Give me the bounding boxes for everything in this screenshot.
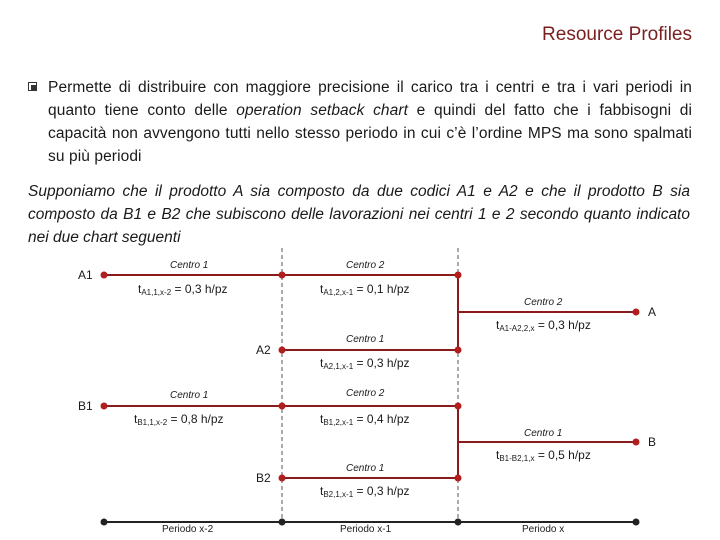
center-label-a1-c2: Centro 2 — [346, 260, 385, 271]
center-label-a2-c1: Centro 1 — [346, 334, 385, 345]
center-label-b2-c1: Centro 1 — [346, 463, 385, 474]
b-end-dot — [633, 439, 640, 446]
center-label-b-c1: Centro 1 — [524, 428, 563, 439]
slide-title: Resource Profiles — [542, 24, 692, 45]
b2-end-dot — [455, 475, 462, 482]
center-label-b1-c1: Centro 1 — [170, 390, 209, 401]
time-label: $t_{B2,1,x-1} = 0,3$ h/pz — [320, 484, 410, 499]
axis-dot-0 — [101, 519, 108, 526]
b1-start-dot — [101, 403, 108, 410]
axis-dot-1 — [279, 519, 286, 526]
b1-mid-dot — [279, 403, 286, 410]
time-label: $t_{B1,1,x-2} = 0,8$ h/pz — [134, 412, 224, 427]
axis-dot-3 — [633, 519, 640, 526]
intro-paragraph: Supponiamo che il prodotto A sia composto da due codici A1 e A2 e che il prodotto B sia composto da B1 e B2 che subiscono delle lavorazioni nei centri 1 e 2 secondo quanto indicato nei due chart seguenti — [28, 183, 690, 246]
center-label-b1-c2: Centro 2 — [346, 388, 385, 399]
code-b: B — [648, 435, 657, 449]
time-label: $t_{B1,2,x-1} = 0,4$ h/pz — [320, 412, 410, 427]
time-label: $t_{B1-B2,1,x} = 0,5$ h/pz — [496, 448, 591, 463]
code-a2: A2 — [256, 343, 271, 357]
time-label: $t_{A2,1,x-1} = 0,3$ h/pz — [320, 356, 410, 371]
a2-start-dot — [279, 347, 286, 354]
time-label: $t_{A1,2,x-1} = 0,1$ h/pz — [320, 282, 410, 297]
a1-end-dot — [455, 272, 462, 279]
code-b2: B2 — [256, 471, 271, 485]
center-label-a-c2: Centro 2 — [524, 297, 563, 308]
bullet-text-post: e quindi del fatto che i fabbisogni di capacità non avvengono tutti nello stesso periodo in cui c’è l’ordine MPS ma sono spalmati su più periodi — [48, 102, 692, 165]
a1-start-dot — [101, 272, 108, 279]
time-label: $t_{A1,1,x-2} = 0,3$ h/pz — [138, 282, 228, 297]
a1-mid-dot — [279, 272, 286, 279]
bullet-text-pre: Permette di distribuire con maggiore precisione il carico tra i centri e tra i vari periodi in quanto tiene conto delle — [48, 79, 692, 119]
a2-end-dot — [455, 347, 462, 354]
b1-end-dot — [455, 403, 462, 410]
code-a: A — [648, 305, 657, 319]
period-label-x-2: Periodo x-2 — [162, 524, 214, 535]
axis-dot-2 — [455, 519, 462, 526]
a-end-dot — [633, 309, 640, 316]
center-label-a1-c1: Centro 1 — [170, 260, 209, 271]
code-b1: B1 — [78, 399, 93, 413]
period-label-x-1: Periodo x-1 — [340, 524, 392, 535]
time-label: $t_{A1-A2,2,x} = 0,3$ h/pz — [496, 318, 591, 333]
code-a1: A1 — [78, 268, 93, 282]
bullet-text-emph: operation setback chart — [236, 102, 409, 119]
b2-start-dot — [279, 475, 286, 482]
period-label-x: Periodo x — [522, 524, 565, 535]
